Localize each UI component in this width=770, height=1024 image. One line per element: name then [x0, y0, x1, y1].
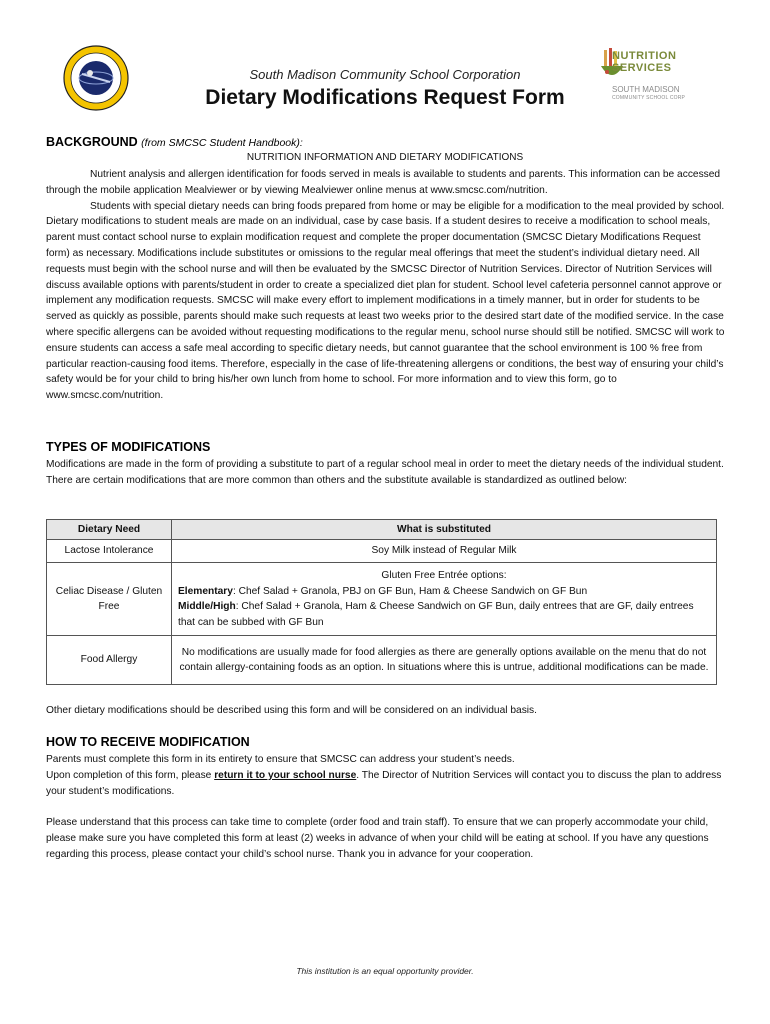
elementary-label: Elementary [178, 585, 233, 597]
background-paragraph-2: Students with special dietary needs can bring foods prepared from home or may be eligible for a modification to the meal provided by school. Dietary modifications to student meals are made on an individual, case by case basis. If a student desires to receive a modification to school meals, parent must contact school nurse to explain modification request and complete the proper documentation (SMCSC Dietary Modifications Request form) as necessary. Modifications include substitutes or omissions to the regular meal offerings that meet the student’s individual dietary need. All requests must begin with the school nurse and will then be evaluated by the SMCSC Director of Nutrition Services. Director of Nutrition Services will discuss available options with parents/student in order to create a specialized diet plan for student. School level cafeteria personnel cannot approve or implement any modification requests. SMCSC will make every effort to implement modifications in a timely manner, but in order for students to be served as quickly as possible, parents should make such requests at least two weeks prior to the desired start date of the modified service. In the case where specific allergens can be avoided without requesting modifications to the regular menu, school nurse should still be notified. SMCSC will work to ensure students can access a safe meal according to specific dietary needs, but cannot guarantee that the school environment is 100 % free from particular reaction-causing food items. Therefore, especially in the case of life-threatening allergens or conditions, the best way of ensuring your child’s safety would be for your child to bring his/her own lunch from home to school. For more information and to view this form, go to www.smcsc.com/nutrition. [46, 200, 725, 402]
col-header-dietary-need: Dietary Need [47, 520, 172, 540]
how-line-2-pre: Upon completion of this form, please [46, 769, 215, 781]
how-line-2-post: . The Director of Nutrition Services will contact you to discuss the plan to address your student’s modifications. [46, 769, 722, 797]
nutrition-logo-subtitle: SOUTH MADISON [612, 85, 680, 94]
background-text [46, 167, 726, 404]
how-heading: HOW TO RECEIVE MODIFICATION [46, 735, 250, 749]
cell-need-food-allergy: Food Allergy [47, 636, 172, 685]
corporation-name: South Madison Community School Corporation [249, 67, 521, 82]
other-modifications-note: Other dietary modifications should be described using this form and will be considered on an individual basis. [46, 705, 537, 716]
middle-high-option [178, 601, 694, 628]
gluten-free-title: Gluten Free Entrée options: [381, 570, 507, 581]
table-header-row [47, 520, 717, 540]
how-text [46, 752, 726, 799]
elementary-text: : Chef Salad + Granola, PBJ on GF Bun, Ham & Cheese Sandwich on GF Bun [232, 585, 588, 597]
col-header-substituted: What is substituted [172, 520, 717, 540]
return-to-nurse-emphasis: return it to your school nurse [214, 769, 357, 781]
elementary-option [178, 586, 587, 597]
nutrition-services-wordmark: NUTRITION SERVICES [612, 50, 677, 74]
nutrition-logo-subtitle-2: COMMUNITY SCHOOL CORP [612, 95, 686, 101]
cell-need-celiac: Celiac Disease / Gluten Free [47, 563, 172, 636]
how-paragraph: Please understand that this process can take time to complete (order food and train staff). To ensure that we can properly accommodate your child, please make sure you have completed this form at least (2) weeks in advance of when your child will be eating at school. If you have any questions regarding this process, please contact your child’s school nurse. Thank you in advance for your cooperation. [46, 817, 709, 860]
types-intro: Modifications are made in the form of providing a substitute to part of a regular school meal in order to meet the dietary needs of the individual student. There are certain modifications that are more common than others and the substitute available is standardized as outlined below: [46, 459, 724, 486]
table-row [47, 636, 717, 685]
nutrition-info-subheading: NUTRITION INFORMATION AND DIETARY MODIFICATIONS [246, 152, 524, 163]
modifications-table [46, 519, 717, 685]
middle-high-text: : Chef Salad + Granola, Ham & Cheese Sandwich on GF Bun, daily entrees that are GF, daily entrees that can be subbed with GF Bun [178, 601, 694, 628]
cell-sub-lactose: Soy Milk instead of Regular Milk [172, 540, 717, 563]
background-heading [46, 135, 303, 149]
cell-sub-food-allergy: No modifications are usually made for food allergies as there are generally options available on the menu that do not contain allergy-containing foods as an option. In situations where this is untrue, additional modifications can be made. [172, 636, 717, 685]
form-title: Dietary Modifications Request Form [205, 86, 565, 109]
types-heading: TYPES OF MODIFICATIONS [46, 440, 211, 454]
how-line-1: Parents must complete this form in its entirety to ensure that SMCSC can address your student’s needs. [46, 754, 515, 765]
equal-opportunity-footer: This institution is an equal opportunity provider. [296, 966, 474, 976]
background-heading-note: (from SMCSC Student Handbook): [141, 137, 303, 149]
middle-high-label: Middle/High [178, 601, 236, 612]
background-paragraph-1: Nutrient analysis and allergen identification for foods served in meals is available to students and parents. This information can be accessed through the mobile application Mealviewer or by viewing Mealviewer online menus at www.smcsc.com/nutrition. [46, 169, 721, 196]
cell-sub-celiac [172, 563, 717, 636]
table-row [47, 563, 717, 636]
background-heading-text: BACKGROUND [46, 135, 138, 149]
cell-need-lactose: Lactose Intolerance [47, 540, 172, 563]
table-row [47, 540, 717, 563]
